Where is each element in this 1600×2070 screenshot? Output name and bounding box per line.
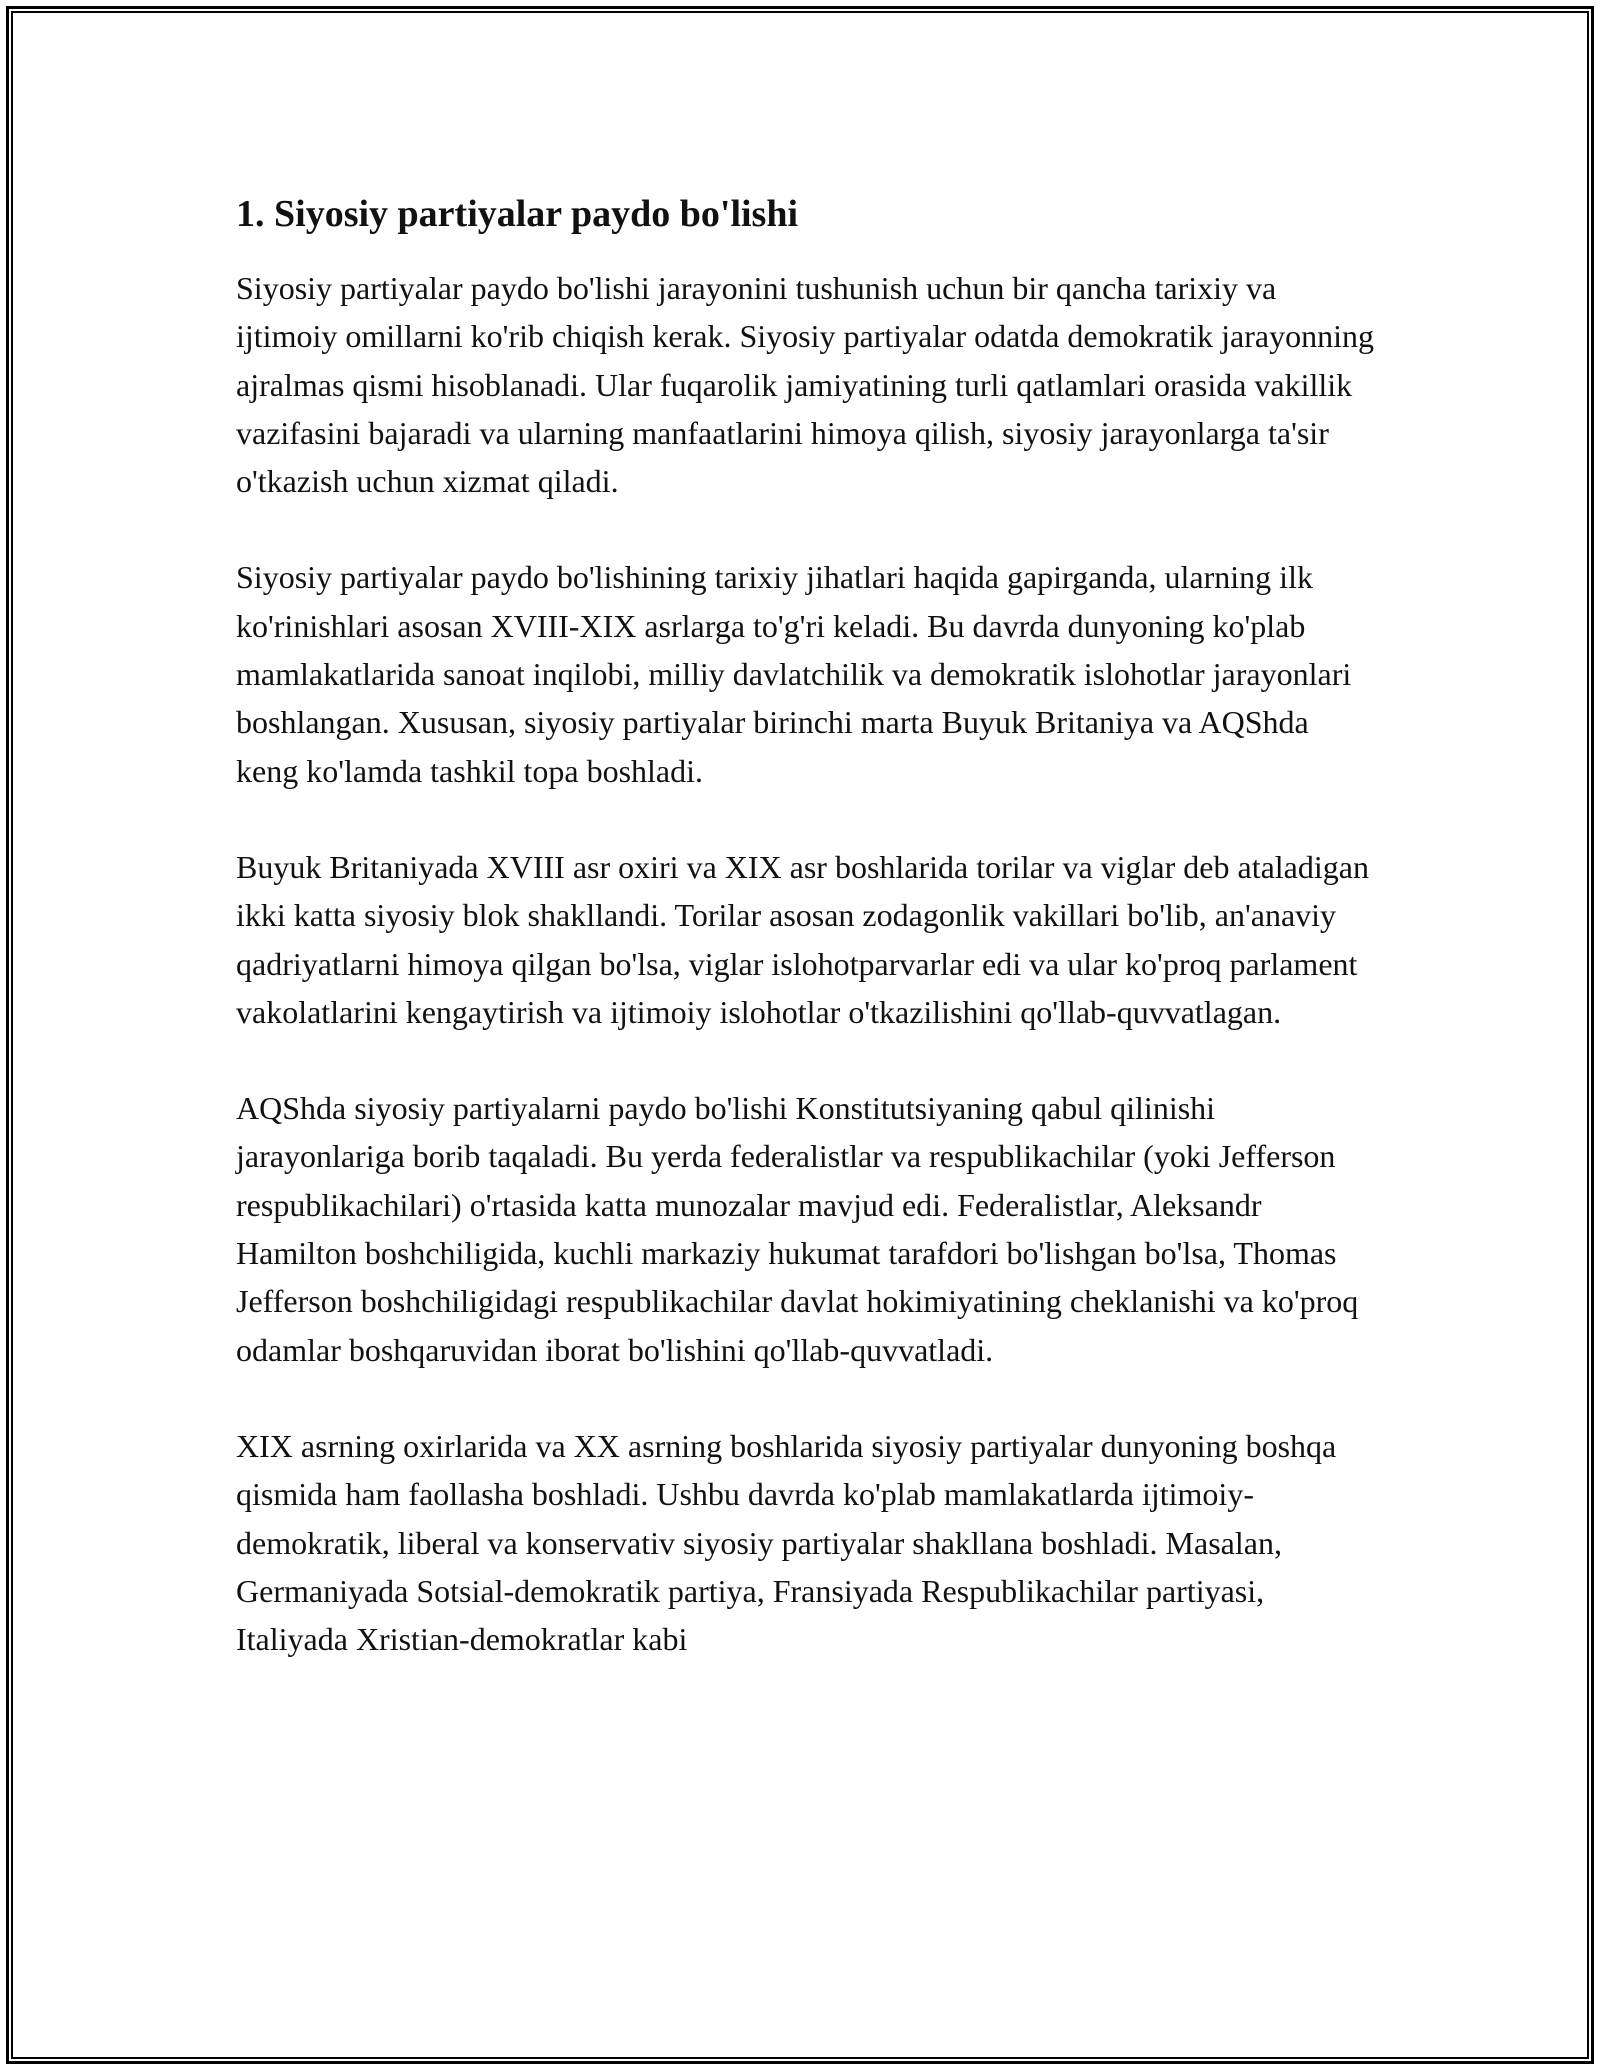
section-heading: 1. Siyosiy partiyalar paydo bo'lishi [236, 193, 799, 235]
paragraph-2: Siyosiy partiyalar paydo bo'lishining tarixiy jihatlari haqida gapirganda, ularning ilk ko'rinishlari asosan XVIII-XIX asrlarga to'g'ri keladi. Bu davrda dunyoning ko'plab mamlakatlarida sanoat inqilobi, milliy davlatchilik va demokratik islohotlar jarayonlari boshlangan. Xususan, siyosiy partiyalar birinchi marta Buyuk Britaniya va AQShda keng ko'lamda tashkil topa boshladi. [236, 559, 1352, 789]
paragraph-4: AQShda siyosiy partiyalarni paydo bo'lishi Konstitutsiyaning qabul qilinishi jarayonlariga borib taqaladi. Bu yerda federalistlar va respublikachilar (yoki Jefferson respublikachilari) o'rtasida katta munozalar mavjud edi. Federalistlar, Aleksandr Hamilton boshchiligida, kuchli markaziy hukumat tarafdori bo'lishgan bo'lsa, Thomas Jefferson boshchiligidagi respublikachilar davlat hokimiyatining cheklanishi va ko'proq odamlar boshqaruvidan iborat bo'lishini qo'llab-quvvatladi. [236, 1090, 1359, 1368]
document-body [236, 188, 1376, 1711]
paragraph-1: Siyosiy partiyalar paydo bo'lishi jarayonini tushunish uchun bir qancha tarixiy va ijtimoiy omillarni ko'rib chiqish kerak. Siyosiy partiyalar odatda demokratik jarayonning ajralmas qismi hisoblanadi. Ular fuqarolik jamiyatining turli qatlamlari orasida vakillik vazifasini bajaradi va ularning manfaatlarini himoya qilish, siyosiy jarayonlarga ta'sir o'tkazish uchun xizmat qiladi. [236, 270, 1374, 500]
paragraph-5: XIX asrning oxirlarida va XX asrning boshlarida siyosiy partiyalar dunyoning boshqa qismida ham faollasha boshladi. Ushbu davrda ko'plab mamlakatlarda ijtimoiy-demokratik, liberal va konservativ siyosiy partiyalar shakllana boshladi. Masalan, Germaniyada Sotsial-demokratik partiya, Fransiyada Respublikachilar partiyasi, Italiyada Xristian-demokratlar kabi [236, 1427, 1337, 1658]
paragraph-3: Buyuk Britaniyada XVIII asr oxiri va XIX asr boshlarida torilar va viglar deb ataladigan ikki katta siyosiy blok shakllandi. Torilar asosan zodagonlik vakillari bo'lib, an'anaviy qadriyatlarni himoya qilgan bo'lsa, viglar islohotparvarlar edi va ular ko'proq parlament vakolatlarini kengaytirish va ijtimoiy islohotlar o'tkazilishini qo'llab-quvvatlagan. [236, 848, 1369, 1030]
